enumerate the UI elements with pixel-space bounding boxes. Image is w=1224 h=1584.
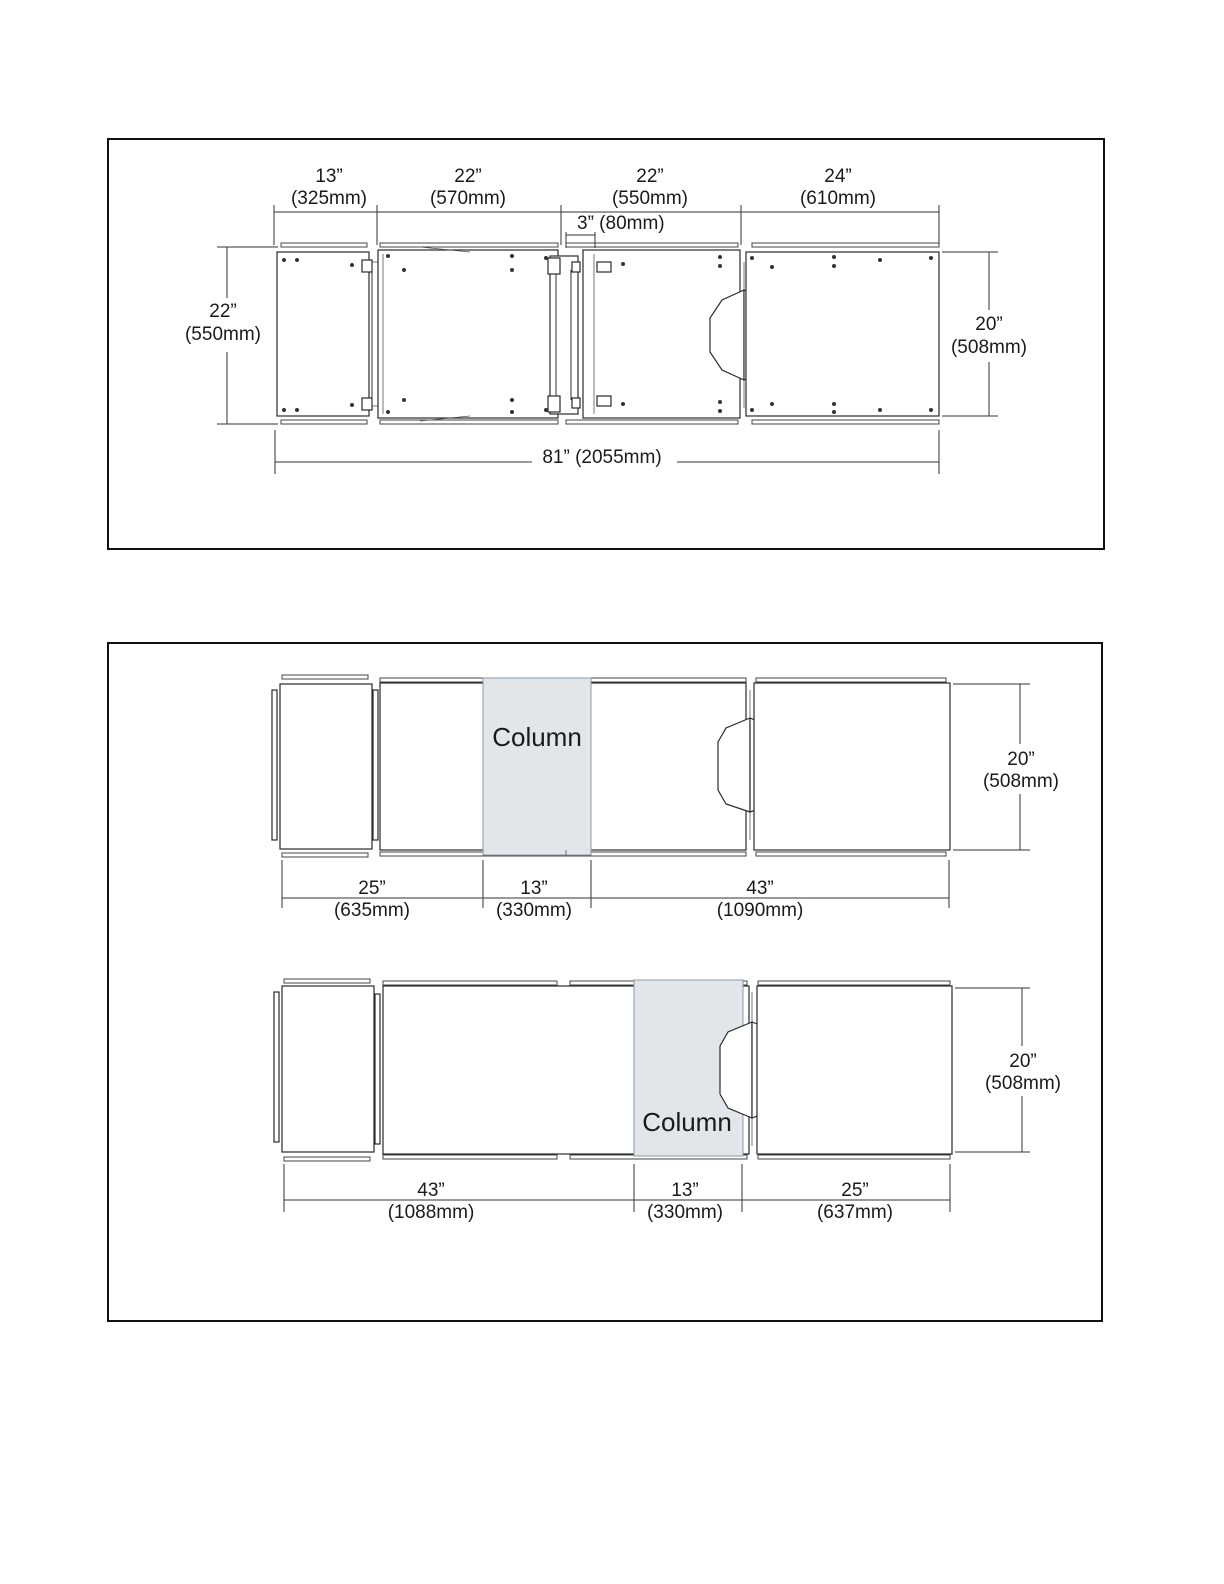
width-4-mm: (610mm): [799, 188, 877, 209]
bottom-height-inch: 20”: [1009, 1051, 1037, 1072]
width-2-inch: 22”: [454, 166, 482, 187]
right-height-mm: (508mm): [950, 337, 1028, 358]
top-sections-drawing: [277, 243, 939, 424]
middle-column-label: Column: [492, 722, 582, 752]
middle-height-inch: 20”: [1007, 749, 1035, 770]
bottom-sections-drawing: [274, 979, 952, 1161]
middle-seg-3-mm: (1090mm): [716, 900, 804, 921]
middle-seg-1-inch: 25”: [358, 878, 386, 899]
bottom-seg-1-mm: (1088mm): [387, 1202, 475, 1223]
width-3-mm: (550mm): [611, 188, 689, 209]
bottom-seg-1-inch: 43”: [417, 1180, 445, 1201]
middle-column-band: [483, 678, 591, 855]
bottom-seg-2-mm: (330mm): [646, 1202, 724, 1223]
width-1-inch: 13”: [315, 166, 343, 187]
bottom-column-label: Column: [642, 1107, 732, 1137]
middle-seg-1-mm: (635mm): [333, 900, 411, 921]
right-height-inch: 20”: [975, 314, 1003, 335]
width-2-mm: (570mm): [429, 188, 507, 209]
middle-seg-3-inch: 43”: [746, 878, 774, 899]
gap-dimension: 3” (80mm): [577, 213, 665, 234]
bottom-seg-3-inch: 25”: [841, 1180, 869, 1201]
middle-sections-drawing: [272, 675, 950, 857]
bottom-seg-3-mm: (637mm): [816, 1202, 894, 1223]
left-height-mm: (550mm): [184, 324, 262, 345]
bottom-height-mm: (508mm): [984, 1073, 1062, 1094]
width-1-mm: (325mm): [290, 188, 368, 209]
width-3-inch: 22”: [636, 166, 664, 187]
width-4-inch: 24”: [824, 166, 852, 187]
middle-seg-2-inch: 13”: [520, 878, 548, 899]
middle-seg-2-mm: (330mm): [495, 900, 573, 921]
bottom-seg-2-inch: 13”: [671, 1180, 699, 1201]
left-height-inch: 22”: [209, 301, 237, 322]
middle-height-mm: (508mm): [982, 771, 1060, 792]
total-length: 81” (2055mm): [542, 447, 662, 468]
